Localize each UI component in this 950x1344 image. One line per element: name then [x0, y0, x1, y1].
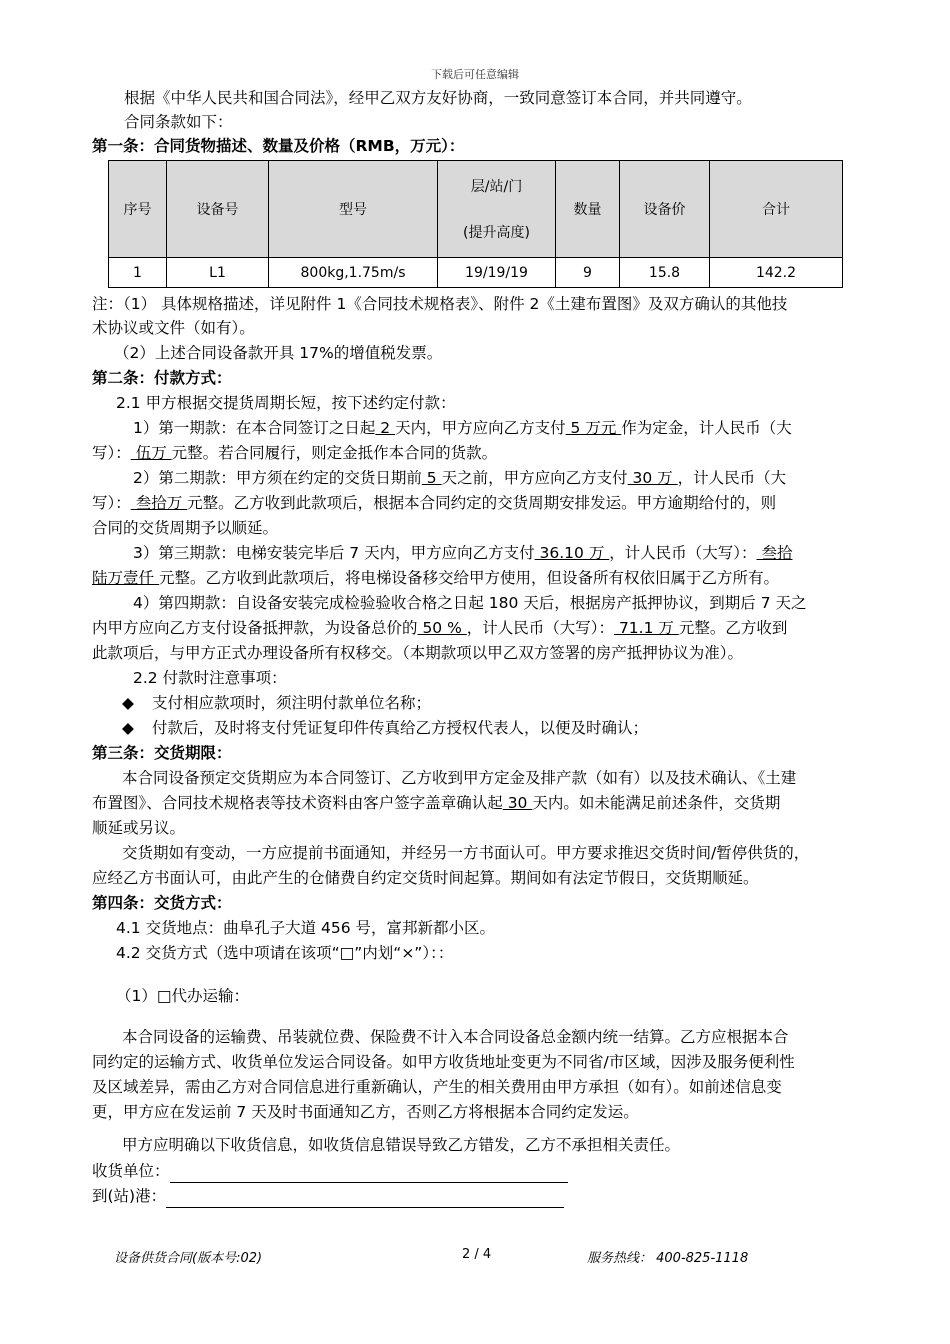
service-hotline: 服务热线： 400-825-1118 [587, 1251, 749, 1266]
receiver-label: 收货单位： [92, 1162, 170, 1180]
intro-text-2: 合同条款如下： [124, 113, 233, 131]
table-header-row [109, 161, 843, 258]
payment-3-line-2: 陆万壹仟 元整。乙方收到此款项后，将电梯设备移交给甲方使用，但设备所有权依旧属于乙方所有。 [92, 569, 779, 587]
goods-table [108, 160, 843, 288]
note-1b: 术协议或文件（如有）。 [92, 319, 255, 337]
transport-clause-3: 及区域差异，需由乙方对合同信息进行重新确认，产生的相关费用由甲方承担（如有）。如前述信息变 [92, 1078, 782, 1096]
payment-2-capital: 叁拾万 [130, 494, 188, 512]
port-label: 到(站)港： [92, 1187, 167, 1205]
page-header: 下载后可任意编辑 [431, 68, 519, 81]
section-4-2: 4.2 交货方式（选中项请在该项“□”内划“×”）：： [116, 944, 454, 962]
payment-1-capital: 伍万 [130, 444, 172, 462]
transport-clause-2: 同约定的运输方式、收货单位发运合同设备。如甲方收货地址变更为不同省/市区域，因涉及服务便利性 [92, 1053, 795, 1071]
col-unit-price: 设备价 [620, 161, 710, 258]
footer-title: 设备供货合同(版本号:02) [114, 1251, 263, 1266]
payment-4-line-2: 内甲方应向乙方支付设备抵押款，为设备总价的 50 % ，计人民币（大写）： 71.1 万 元整。乙方收到 [92, 619, 788, 637]
col-total: 合计 [710, 161, 843, 258]
transport-clause-4: 更，甲方应在发运前 7 天及时书面通知乙方，否则乙方将根据本合同约定发运。 [92, 1103, 639, 1121]
col-device-no: 设备号 [167, 161, 269, 258]
payment-3-capital-b: 陆万壹仟 [92, 569, 159, 587]
page-number: 2 / 4 [462, 1247, 492, 1262]
payment-4-line-3: 此款项后，与甲方正式办理设备所有权移交。（本期款项以甲乙双方签署的房产抵押协议为准）。 [92, 644, 744, 662]
article-1-title: 第一条：合同货物描述、数量及价格（RMB，万元）： [92, 137, 465, 155]
article-2-title: 第二条：付款方式： [92, 369, 232, 387]
payment-2-line-3: 合同的交货周期予以顺延。 [92, 519, 279, 537]
cell-device-no: L1 [167, 258, 269, 288]
article-3-line-5: 应经乙方书面认可，由此产生的仓储费自约定交货时间起算。期间如有法定节假日，交货期顺延。 [92, 869, 759, 887]
intro-text: 根据《中华人民共和国合同法》，经甲乙双方友好协商，一致同意签订本合同，并共同遵守。 [124, 89, 752, 107]
col-floors [438, 161, 556, 258]
payment-1-amount: 5 万元 [565, 419, 622, 437]
col-floors-label: 层/站/门 [470, 179, 523, 195]
article-3-line-2: 布置图》、合同技术规格表等技术资料由客户签字盖章确认起 30 天内。如未能满足前述条件，交货期 [92, 794, 781, 812]
col-model: 型号 [269, 161, 438, 258]
cell-floors: 19/19/19 [438, 258, 556, 288]
payment-2-line-1: 2）第二期款：甲方须在约定的交货日期前 5 天之前，甲方应向乙方支付 30 万 ，计人民币（大 [133, 469, 787, 487]
col-qty: 数量 [556, 161, 620, 258]
col-index: 序号 [109, 161, 167, 258]
port-field-row [92, 1184, 564, 1208]
option-agent-transport: （1）□代办运输： [116, 987, 250, 1005]
cell-total: 142.2 [710, 258, 843, 288]
payment-2-days: 5 [421, 469, 442, 487]
article-3-line-4: 交货期如有变动，一方应提前书面通知，并经另一方书面认可。甲方要求推迟交货时间/暂停供货的， [122, 844, 810, 862]
transport-clause-1: 本合同设备的运输费、吊装就位费、保险费不计入本合同设备总金额内统一结算。乙方应根据本合 [122, 1028, 789, 1046]
payment-3-line-1: 3）第三期款：电梯安装完毕后 7 天内，甲方应向乙方支付 36.10 万 ，计人民币（大写）： 叁拾 [133, 544, 793, 562]
col-floors-sub: (提升高度) [463, 225, 530, 241]
cell-index: 1 [109, 258, 167, 288]
section-2-2: 2.2 付款时注意事项： [133, 669, 287, 687]
cell-unit-price: 15.8 [620, 258, 710, 288]
receiver-field-row [92, 1159, 568, 1183]
payment-3-amount: 36.10 万 [534, 544, 610, 562]
port-blank[interactable] [166, 1189, 564, 1208]
cell-qty: 9 [556, 258, 620, 288]
payment-4-percent: 50 % [417, 619, 467, 637]
note-2: （2）上述合同设备款开具 17%的增值税发票。 [114, 344, 443, 362]
payment-2-line-2: 写）： 叁拾万 元整。乙方收到此款项后，根据本合同约定的交货周期安排发运。甲方逾期给付的，则 [92, 494, 777, 512]
article-3-line-1: 本合同设备预定交货期应为本合同签订、乙方收到甲方定金及排产款（如有）以及技术确认、《土建 [122, 769, 797, 787]
payment-2-amount: 30 万 [627, 469, 678, 487]
article-4-title: 第四条：交货方式： [92, 894, 232, 912]
payment-1-days: 2 [375, 419, 396, 437]
payment-4-capital: 71.1 万 [614, 619, 679, 637]
diamond-bullet-icon: ◆ [122, 694, 134, 712]
section-2-1: 2.1 甲方根据交提货周期长短，按下述约定付款： [116, 394, 456, 412]
article-3-line-3: 顺延或另议。 [92, 819, 186, 837]
payment-1-line-1: 1）第一期款：在本合同签订之日起 2 天内，甲方应向乙方支付 5 万元 作为定金，计人民币（大 [133, 419, 792, 437]
payment-4-line-1: 4）第四期款：自设备安装完成检验验收合格之日起 180 天后，根据房产抵押协议，到期后 7 天之 [133, 594, 807, 612]
note-1a: 注：（1） 具体规格描述，详见附件 1《合同技术规格表》、附件 2《土建布置图》及双方确认的其他技 [92, 295, 788, 313]
delivery-days: 30 [502, 794, 533, 812]
table-row [109, 258, 843, 288]
transport-clause-5: 甲方应明确以下收货信息，如收货信息错误导致乙方错发，乙方不承担相关责任。 [122, 1136, 681, 1154]
diamond-bullet-icon: ◆ [122, 719, 134, 737]
list-item: ◆ 支付相应款项时，须注明付款单位名称； [122, 691, 431, 715]
list-item: ◆ 付款后，及时将支付凭证复印件传真给乙方授权代表人，以便及时确认； [122, 716, 648, 740]
section-4-1: 4.1 交货地点：曲阜孔子大道 456 号，富邦新都小区。 [116, 919, 496, 937]
payment-3-capital-a: 叁拾 [756, 544, 793, 562]
cell-model: 800kg,1.75m/s [269, 258, 438, 288]
receiver-blank[interactable] [170, 1164, 568, 1183]
payment-1-line-2: 写）： 伍万 元整。若合同履行，则定金抵作本合同的货款。 [92, 444, 498, 462]
article-3-title: 第三条：交货期限： [92, 744, 232, 762]
